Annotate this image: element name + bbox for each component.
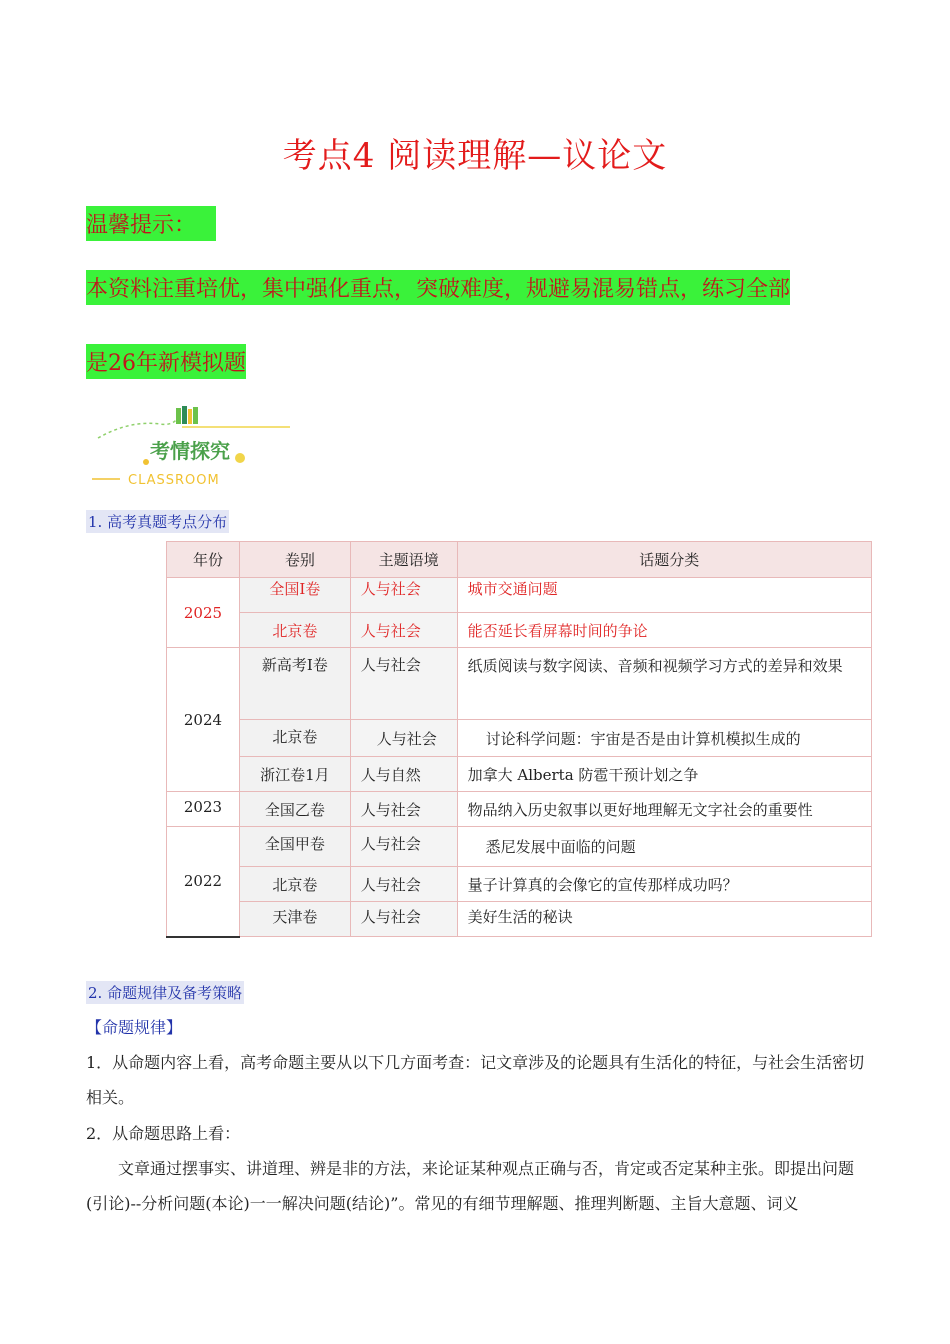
topic-cell: 加拿大 Alberta 防雹干预计划之争 xyxy=(457,757,871,792)
topic-cell: 城市交通问题 xyxy=(457,578,871,613)
exam-distribution-table xyxy=(166,541,872,938)
table-header-row xyxy=(167,542,872,578)
table-row xyxy=(167,827,872,867)
topic-cell: 纸质阅读与数字阅读、音频和视频学习方式的差异和效果 xyxy=(457,648,871,720)
rule-label: 【命题规律】 xyxy=(86,1018,183,1037)
logo-sub: CLASSROOM xyxy=(128,473,220,488)
theme-cell: 人与社会 xyxy=(350,648,457,720)
paper-cell: 北京卷 xyxy=(239,867,350,902)
tip-text-line1: 本资料注重培优，集中强化重点，突破难度，规避易混易错点，练习全部 xyxy=(86,270,790,305)
year-cell: 2023 xyxy=(167,792,240,827)
table-row xyxy=(167,720,872,757)
year-cell: 2024 xyxy=(167,648,240,792)
section-title-1: 1. 高考真题考点分布 xyxy=(86,510,229,533)
header-theme: 主题语境 xyxy=(350,542,457,578)
theme-cell: 人与社会 xyxy=(350,720,457,757)
paragraph-1: 1．从命题内容上看，高考命题主要从以下几方面考查：记文章涉及的论题具有生活化的特征，与社会生活密切相关。 xyxy=(86,1053,865,1107)
paper-cell: 北京卷 xyxy=(239,613,350,648)
year-cell: 2022 xyxy=(167,827,240,937)
tip-text-line2: 是26年新模拟题 xyxy=(86,344,246,379)
header-paper: 卷别 xyxy=(239,542,350,578)
header-topic: 话题分类 xyxy=(457,542,871,578)
topic-cell: 量子计算真的会像它的宣传那样成功吗？ xyxy=(457,867,871,902)
topic-cell: 悉尼发展中面临的问题 xyxy=(457,827,871,867)
theme-cell: 人与社会 xyxy=(350,613,457,648)
theme-cell: 人与社会 xyxy=(350,827,457,867)
table-row xyxy=(167,578,872,613)
theme-cell: 人与社会 xyxy=(350,578,457,613)
header-year: 年份 xyxy=(167,542,240,578)
table-row xyxy=(167,613,872,648)
theme-cell: 人与自然 xyxy=(350,757,457,792)
paper-cell: 新高考I卷 xyxy=(239,648,350,720)
paragraph-3: 文章通过摆事实、讲道理、辨是非的方法，来论证某种观点正确与否，肯定或否定某种主张。即提出问题(引论)--分析问题(本论)一一解决问题(结论)”。常见的有细节理解题、推理判断题、主旨大意题、词义 xyxy=(86,1159,855,1213)
topic-cell: 物品纳入历史叙事以更好地理解无文字社会的重要性 xyxy=(457,792,871,827)
paper-cell: 全国甲卷 xyxy=(239,827,350,867)
section-title-2: 2. 命题规律及备考策略 xyxy=(86,981,244,1004)
paper-cell: 浙江卷1月 xyxy=(239,757,350,792)
table-row xyxy=(167,648,872,720)
theme-cell: 人与社会 xyxy=(350,867,457,902)
paper-cell: 全国I卷 xyxy=(239,578,350,613)
tip-label: 温馨提示： xyxy=(86,206,216,241)
paper-cell: 北京卷 xyxy=(239,720,350,757)
topic-cell: 美好生活的秘诀 xyxy=(457,902,871,937)
classroom-logo xyxy=(90,400,300,492)
year-cell: 2025 xyxy=(167,578,240,648)
table-row xyxy=(167,792,872,827)
table-row xyxy=(167,867,872,902)
theme-cell: 人与社会 xyxy=(350,902,457,937)
theme-cell: 人与社会 xyxy=(350,792,457,827)
books-icon xyxy=(90,400,300,492)
paper-cell: 全国乙卷 xyxy=(239,792,350,827)
topic-cell: 讨论科学问题：宇宙是否是由计算机模拟生成的 xyxy=(457,720,871,757)
topic-cell: 能否延长看屏幕时间的争论 xyxy=(457,613,871,648)
table-row xyxy=(167,902,872,937)
paragraph-2: 2．从命题思路上看： xyxy=(86,1124,241,1143)
table-row xyxy=(167,757,872,792)
paper-cell: 天津卷 xyxy=(239,902,350,937)
logo-title: 考情探究 xyxy=(150,439,230,463)
page-title: 考点4 阅读理解—议论文 xyxy=(282,136,668,176)
